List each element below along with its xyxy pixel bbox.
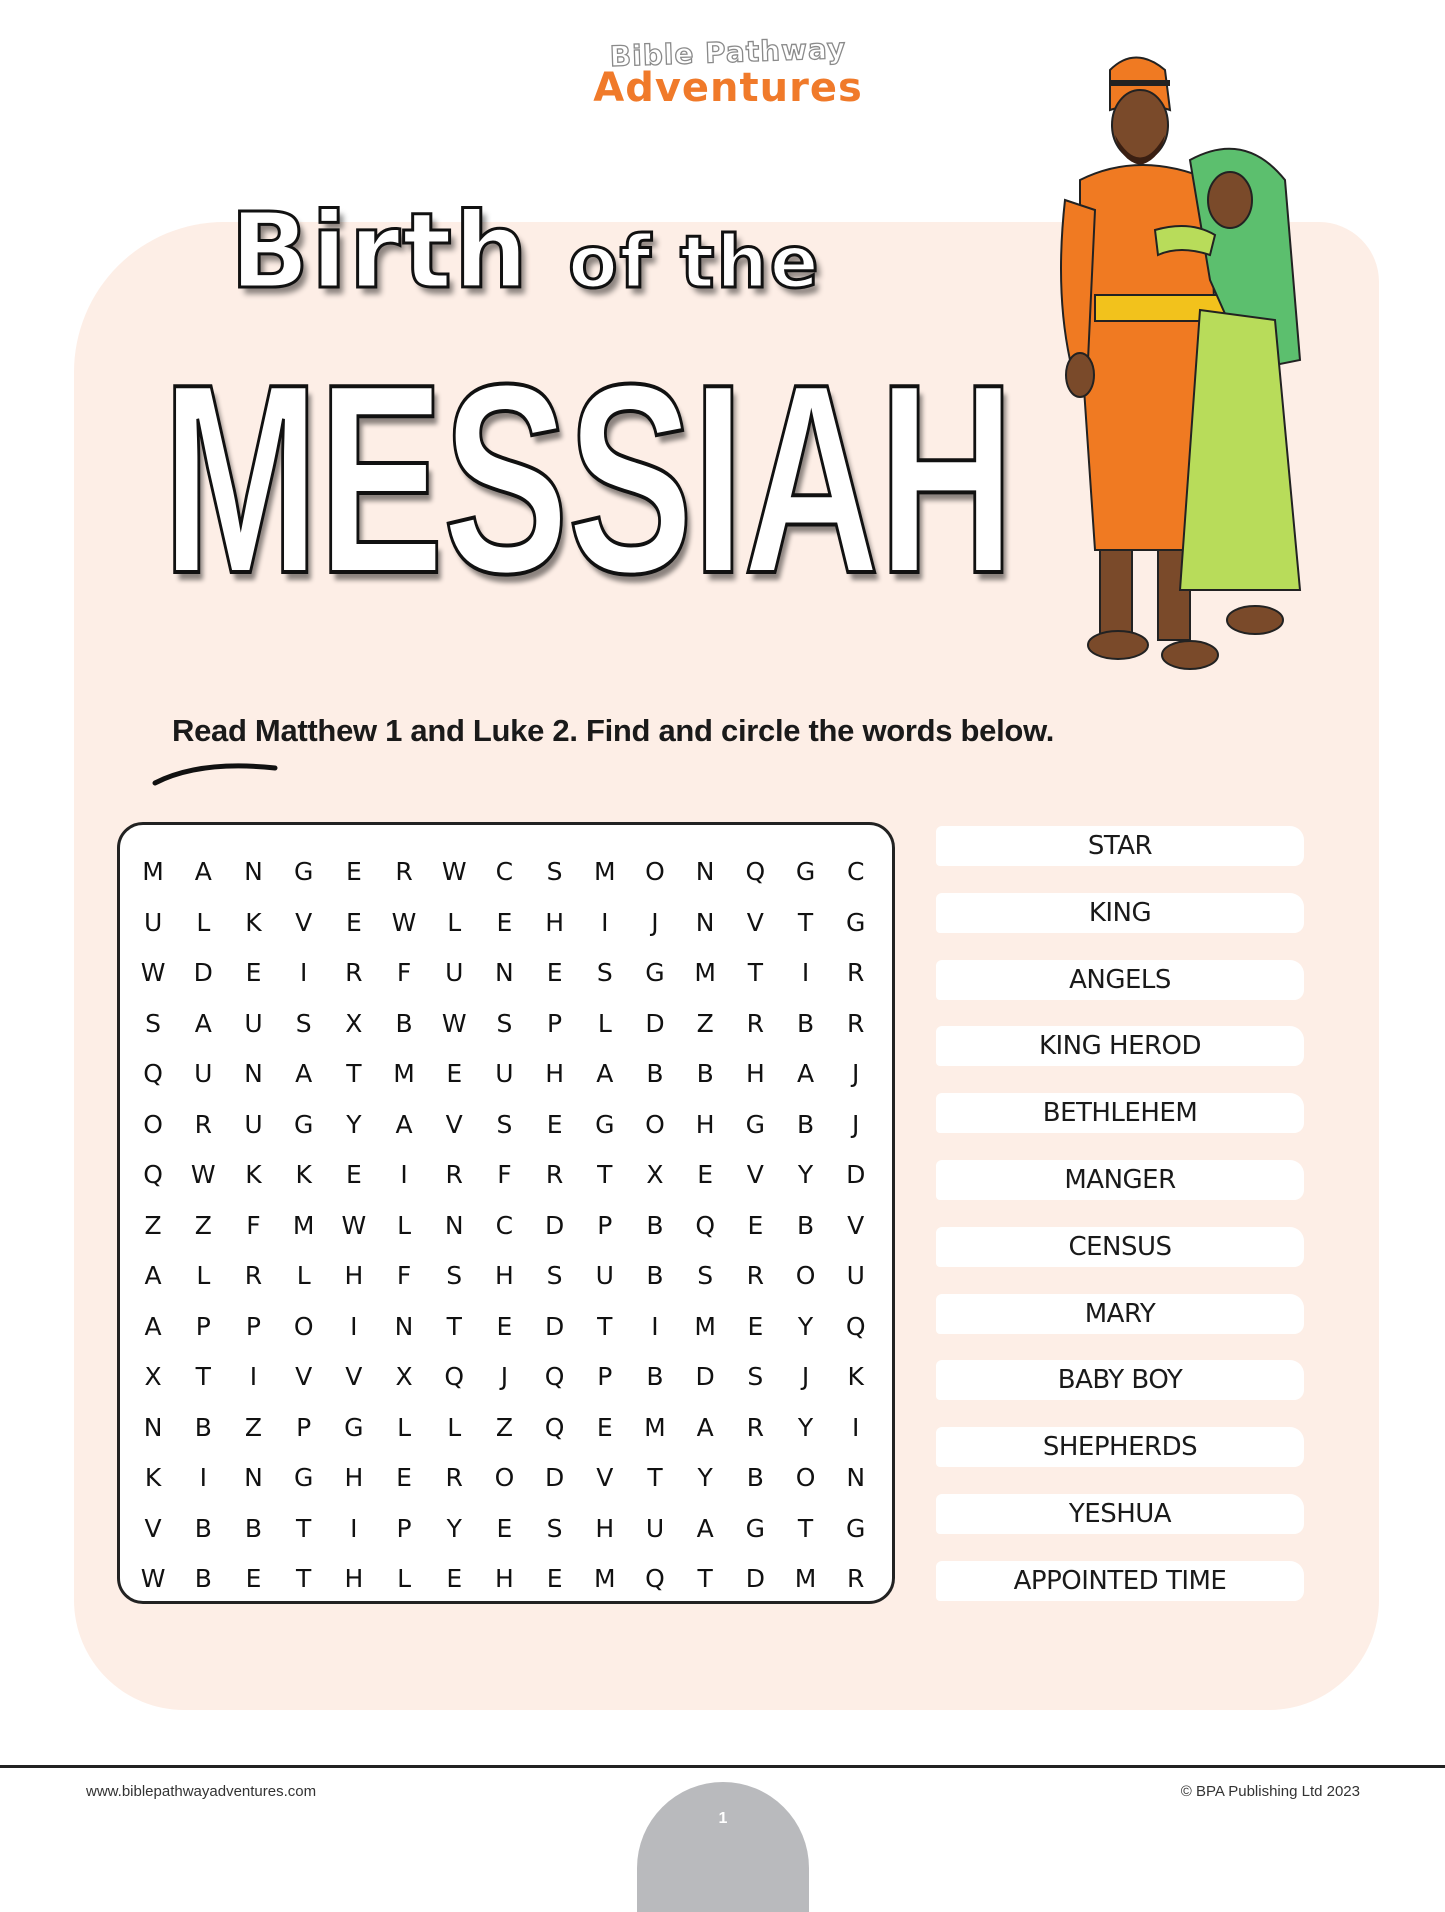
grid-letter[interactable]: S — [546, 1513, 563, 1543]
grid-letter[interactable]: Y — [346, 1109, 362, 1139]
grid-letter[interactable]: B — [194, 1412, 212, 1442]
grid-letter[interactable]: G — [293, 857, 314, 886]
grid-letter[interactable]: Q — [143, 1059, 163, 1088]
grid-letter[interactable]: H — [344, 1463, 364, 1492]
grid-letter[interactable]: E — [496, 1311, 513, 1341]
grid-letter[interactable]: L — [597, 1008, 612, 1038]
grid-letter[interactable]: K — [144, 1463, 162, 1492]
grid-letter[interactable]: E — [396, 1463, 412, 1492]
grid-letter[interactable]: G — [795, 857, 816, 886]
grid-letter[interactable]: H — [595, 1513, 615, 1543]
grid-letter[interactable]: P — [195, 1311, 211, 1341]
grid-letter[interactable]: W — [391, 907, 417, 937]
grid-letter[interactable]: R — [847, 1008, 865, 1038]
grid-letter[interactable]: G — [344, 1412, 364, 1442]
grid-letter[interactable]: R — [395, 857, 413, 886]
grid-letter[interactable]: P — [547, 1008, 563, 1038]
grid-letter[interactable]: M — [593, 1564, 616, 1593]
grid-letter[interactable]: H — [745, 1059, 765, 1088]
grid-letter[interactable]: H — [695, 1109, 715, 1139]
word-list-item: STAR — [936, 826, 1304, 866]
grid-letter[interactable]: L — [397, 1564, 411, 1593]
grid-letter[interactable]: T — [296, 1513, 312, 1543]
grid-letter[interactable]: T — [797, 1513, 814, 1543]
grid-letter[interactable]: D — [846, 1160, 866, 1189]
grid-letter[interactable]: J — [801, 1362, 810, 1391]
grid-letter[interactable]: Q — [695, 1210, 715, 1240]
grid-letter[interactable]: H — [344, 1261, 364, 1290]
grid-letter[interactable]: U — [143, 907, 163, 937]
grid-letter[interactable]: D — [695, 1362, 715, 1391]
grid-letter[interactable]: R — [194, 1109, 212, 1139]
word-list-item: KING — [936, 893, 1304, 933]
grid-letter[interactable]: B — [395, 1008, 413, 1038]
grid-letter[interactable]: D — [544, 1311, 565, 1341]
instruction-text: Read Matthew 1 and Luke 2. Find and circle the words below. — [172, 713, 1055, 748]
grid-letter[interactable]: M — [142, 857, 164, 886]
grid-letter[interactable]: B — [796, 1109, 815, 1139]
grid-letter[interactable]: A — [395, 1109, 413, 1139]
word-list-item: BETHLEHEM — [936, 1093, 1304, 1133]
grid-letter[interactable]: Z — [696, 1008, 714, 1038]
grid-letter[interactable]: I — [601, 907, 609, 937]
grid-letter[interactable]: Y — [797, 1311, 814, 1341]
grid-letter[interactable]: N — [695, 907, 715, 937]
grid-letter[interactable]: K — [245, 907, 262, 937]
grid-letter[interactable]: U — [244, 1109, 263, 1139]
grid-letter[interactable]: C — [495, 1210, 514, 1240]
grid-letter[interactable]: Q — [544, 1412, 565, 1442]
grid-letter[interactable]: G — [846, 1513, 866, 1543]
grid-letter[interactable]: N — [244, 1059, 263, 1088]
grid-letter[interactable]: O — [795, 1261, 816, 1290]
grid-letter[interactable]: P — [245, 1311, 261, 1341]
grid-letter[interactable]: X — [646, 1160, 664, 1189]
grid-letter[interactable]: B — [696, 1059, 714, 1088]
grid-letter[interactable]: I — [199, 1463, 207, 1492]
grid-letter[interactable]: S — [496, 1008, 513, 1038]
grid-letter[interactable]: B — [796, 1210, 815, 1240]
grid-letter[interactable]: J — [500, 1362, 509, 1391]
grid-letter[interactable]: S — [145, 1008, 162, 1038]
grid-letter[interactable]: Y — [797, 1160, 814, 1189]
grid-letter[interactable]: L — [296, 1261, 311, 1290]
grid-letter[interactable]: E — [345, 1160, 362, 1189]
grid-letter[interactable]: E — [345, 907, 362, 937]
grid-letter[interactable]: T — [597, 1311, 613, 1341]
grid-letter[interactable]: V — [295, 907, 313, 937]
grid-letter[interactable]: L — [397, 1412, 411, 1442]
grid-letter[interactable]: M — [393, 1059, 415, 1088]
grid-letter[interactable]: O — [645, 857, 665, 886]
grid-letter[interactable]: M — [694, 958, 716, 987]
grid-letter[interactable]: Z — [194, 1210, 212, 1240]
page-number-tab — [637, 1782, 809, 1912]
grid-letter[interactable]: I — [249, 1362, 258, 1391]
grid-letter[interactable]: I — [801, 958, 810, 987]
grid-letter[interactable]: E — [546, 1564, 563, 1593]
grid-letter[interactable]: C — [495, 857, 514, 886]
grid-letter[interactable]: A — [796, 1059, 815, 1088]
grid-letter[interactable]: T — [797, 907, 814, 937]
grid-letter[interactable]: R — [746, 1412, 765, 1442]
grid-letter[interactable]: U — [194, 1059, 213, 1088]
title-top — [230, 190, 821, 312]
word-list-item: SHEPHERDS — [936, 1427, 1304, 1467]
grid-letter[interactable]: O — [645, 1109, 665, 1139]
grid-letter[interactable]: M — [292, 1210, 315, 1240]
grid-letter[interactable]: A — [144, 1311, 162, 1341]
grid-letter[interactable]: Z — [495, 1412, 513, 1442]
grid-letter[interactable]: S — [596, 958, 613, 987]
grid-letter[interactable]: E — [245, 1564, 262, 1593]
grid-letter[interactable]: P — [597, 1362, 613, 1391]
grid-letter[interactable]: E — [345, 857, 362, 886]
grid-letter[interactable]: N — [495, 958, 514, 987]
word-list-item: APPOINTED TIME — [936, 1561, 1304, 1601]
grid-letter[interactable]: E — [446, 1059, 463, 1088]
grid-letter[interactable]: G — [846, 907, 866, 937]
grid-letter[interactable]: E — [697, 1160, 714, 1189]
grid-letter[interactable]: W — [441, 857, 467, 886]
grid-letter[interactable]: B — [746, 1463, 764, 1492]
grid-letter[interactable]: R — [445, 1463, 463, 1492]
grid-letter[interactable]: V — [847, 1210, 865, 1240]
grid-letter[interactable]: G — [293, 1463, 314, 1492]
grid-letter[interactable]: V — [445, 1109, 463, 1139]
grid-letter[interactable]: B — [646, 1362, 664, 1391]
word-list-item: YESHUA — [936, 1494, 1304, 1534]
grid-letter[interactable]: S — [546, 1261, 563, 1290]
grid-letter[interactable]: I — [350, 1513, 358, 1543]
grid-letter[interactable]: U — [645, 1513, 665, 1543]
grid-letter[interactable]: V — [295, 1362, 313, 1391]
grid-letter[interactable]: A — [194, 1008, 212, 1038]
grid-letter[interactable]: A — [295, 1059, 313, 1088]
grid-cells — [128, 847, 881, 1605]
grid-letter[interactable]: B — [194, 1564, 212, 1593]
grid-letter[interactable]: L — [447, 907, 462, 937]
grid-letter[interactable]: M — [694, 1311, 716, 1341]
joseph-mary-illustration — [1040, 30, 1320, 690]
grid-letter[interactable]: R — [345, 958, 363, 987]
grid-letter[interactable]: F — [396, 958, 412, 987]
grid-letter[interactable]: H — [344, 1564, 364, 1593]
grid-letter[interactable]: C — [846, 857, 865, 886]
grid-letter[interactable]: G — [745, 1513, 766, 1543]
grid-letter[interactable]: N — [846, 1463, 866, 1492]
word-list-item: KING HEROD — [936, 1026, 1304, 1066]
grid-letter[interactable]: F — [396, 1261, 412, 1290]
grid-letter[interactable]: U — [244, 1008, 263, 1038]
grid-letter[interactable]: R — [244, 1261, 263, 1290]
grid-letter[interactable]: X — [395, 1362, 413, 1391]
grid-letter[interactable]: R — [545, 1160, 564, 1189]
grid-letter[interactable]: Q — [544, 1362, 565, 1391]
logo — [578, 31, 878, 111]
grid-letter[interactable]: D — [544, 1463, 565, 1492]
grid-letter[interactable]: B — [796, 1008, 815, 1038]
grid-letter[interactable]: L — [447, 1412, 462, 1442]
grid-letter[interactable]: S — [446, 1261, 463, 1290]
grid-letter[interactable]: D — [745, 1564, 765, 1593]
grid-letter[interactable]: A — [696, 1412, 714, 1442]
grid-letter[interactable]: I — [651, 1311, 659, 1341]
grid-letter[interactable]: H — [545, 1059, 564, 1088]
grid-letter[interactable]: S — [496, 1109, 513, 1139]
grid-letter[interactable]: V — [746, 907, 764, 937]
grid-letter[interactable]: B — [646, 1210, 664, 1240]
grid-letter[interactable]: S — [295, 1008, 312, 1038]
grid-letter[interactable]: T — [697, 1564, 713, 1593]
grid-letter[interactable]: T — [296, 1564, 312, 1593]
logo-line1: Bible Pathway — [609, 31, 847, 74]
grid-letter[interactable]: J — [852, 1059, 860, 1088]
grid-letter[interactable]: M — [794, 1564, 817, 1593]
grid-letter[interactable]: Q — [845, 1311, 866, 1341]
grid-letter[interactable]: N — [695, 857, 715, 886]
word-list-item: MARY — [936, 1294, 1304, 1334]
grid-letter[interactable]: G — [293, 1109, 314, 1139]
word-list-item: MANGER — [936, 1160, 1304, 1200]
grid-letter[interactable]: S — [747, 1362, 764, 1391]
grid-letter[interactable]: B — [244, 1513, 263, 1543]
grid-letter[interactable]: P — [296, 1412, 312, 1442]
grid-letter[interactable]: X — [144, 1362, 162, 1391]
grid-letter[interactable]: V — [345, 1362, 363, 1391]
grid-letter[interactable]: O — [494, 1463, 515, 1492]
grid-letter[interactable]: J — [651, 907, 659, 937]
grid-letter[interactable]: E — [546, 1109, 563, 1139]
grid-letter[interactable]: L — [196, 907, 211, 937]
grid-letter[interactable]: A — [144, 1261, 162, 1290]
underline-swoosh — [150, 758, 280, 788]
grid-letter[interactable]: G — [745, 1109, 766, 1139]
grid-letter[interactable]: X — [345, 1008, 363, 1038]
word-search-grid — [117, 822, 895, 1604]
grid-letter[interactable]: M — [593, 857, 616, 886]
grid-letter[interactable]: Z — [144, 1210, 162, 1240]
grid-letter[interactable]: T — [346, 1059, 362, 1088]
grid-letter[interactable]: D — [645, 1008, 665, 1038]
grid-letter[interactable]: N — [244, 857, 263, 886]
grid-letter[interactable]: U — [495, 1059, 514, 1088]
grid-letter[interactable]: T — [747, 958, 763, 987]
grid-letter[interactable]: Q — [645, 1564, 665, 1593]
grid-letter[interactable]: E — [446, 1564, 463, 1593]
grid-letter[interactable]: R — [746, 1008, 765, 1038]
grid-letter[interactable]: Q — [444, 1362, 465, 1391]
grid-letter[interactable]: Y — [797, 1412, 814, 1442]
grid-letter[interactable]: W — [140, 1564, 166, 1593]
grid-letter[interactable]: Q — [143, 1160, 163, 1189]
grid-letter[interactable]: U — [846, 1261, 865, 1290]
grid-letter[interactable]: N — [143, 1412, 163, 1442]
grid-letter[interactable]: H — [545, 907, 564, 937]
grid-letter[interactable]: R — [445, 1160, 463, 1189]
grid-letter[interactable]: W — [140, 958, 166, 987]
grid-letter[interactable]: Q — [745, 857, 766, 886]
word-list-item: BABY BOY — [936, 1360, 1304, 1400]
grid-letter[interactable]: R — [847, 1564, 865, 1593]
word-list-item: CENSUS — [936, 1227, 1304, 1267]
grid-letter[interactable]: R — [746, 1261, 765, 1290]
grid-letter[interactable]: T — [446, 1311, 462, 1341]
grid-letter[interactable]: A — [596, 1059, 614, 1088]
grid-letter[interactable]: F — [246, 1210, 261, 1240]
grid-letter[interactable]: N — [444, 1210, 464, 1240]
grid-letter[interactable]: P — [597, 1210, 613, 1240]
title-part2: of the — [568, 220, 821, 304]
grid-letter[interactable]: I — [299, 958, 308, 987]
grid-letter[interactable]: P — [396, 1513, 412, 1543]
grid-letter[interactable]: I — [852, 1412, 860, 1442]
grid-letter[interactable]: K — [295, 1160, 312, 1189]
grid-letter[interactable]: K — [847, 1362, 864, 1391]
grid-letter[interactable]: V — [144, 1513, 162, 1543]
title-part1: Birth — [230, 190, 530, 312]
grid-letter[interactable]: L — [196, 1261, 211, 1290]
word-list — [936, 826, 1304, 1628]
grid-letter[interactable]: S — [546, 857, 563, 886]
grid-letter[interactable]: H — [495, 1261, 514, 1290]
grid-letter[interactable]: B — [646, 1059, 664, 1088]
grid-letter[interactable]: K — [245, 1160, 262, 1189]
grid-letter[interactable]: Y — [446, 1513, 462, 1543]
grid-letter[interactable]: D — [544, 1210, 565, 1240]
grid-letter[interactable]: A — [194, 857, 212, 886]
grid-letter[interactable]: S — [697, 1261, 714, 1290]
grid-letter[interactable]: T — [647, 1463, 663, 1492]
footer-website: www.biblepathwayadventures.com — [86, 1783, 317, 1800]
grid-letter[interactable]: D — [193, 958, 213, 987]
grid-letter[interactable]: U — [595, 1261, 614, 1290]
grid-letter[interactable]: E — [596, 1412, 613, 1442]
grid-letter[interactable]: W — [441, 1008, 467, 1038]
grid-letter[interactable]: I — [350, 1311, 358, 1341]
grid-letter[interactable]: T — [597, 1160, 613, 1189]
grid-letter[interactable]: M — [644, 1412, 666, 1442]
grid-letter[interactable]: V — [746, 1160, 764, 1189]
grid-letter[interactable]: J — [852, 1109, 860, 1139]
word-list-item: ANGELS — [936, 960, 1304, 1000]
grid-letter[interactable]: E — [747, 1311, 764, 1341]
footer-divider — [0, 1765, 1445, 1768]
grid-letter[interactable]: T — [195, 1362, 211, 1391]
grid-letter[interactable]: B — [194, 1513, 212, 1543]
grid-letter[interactable]: G — [595, 1109, 615, 1139]
grid-letter[interactable]: N — [394, 1311, 414, 1341]
grid-letter[interactable]: E — [496, 907, 513, 937]
logo-line2: Adventures — [593, 65, 863, 111]
footer-copyright: © BPA Publishing Ltd 2023 — [1180, 1783, 1360, 1800]
grid-letter[interactable]: R — [847, 958, 865, 987]
grid-letter[interactable]: I — [400, 1160, 408, 1189]
grid-letter[interactable]: H — [495, 1564, 514, 1593]
grid-letter[interactable]: B — [646, 1261, 664, 1290]
grid-letter[interactable]: E — [496, 1513, 513, 1543]
grid-letter[interactable]: O — [293, 1311, 314, 1341]
grid-letter[interactable]: O — [143, 1109, 163, 1139]
grid-letter[interactable]: E — [546, 958, 563, 987]
grid-letter[interactable]: A — [696, 1513, 714, 1543]
grid-letter[interactable]: F — [497, 1160, 512, 1189]
grid-letter[interactable]: V — [596, 1463, 614, 1492]
grid-letter[interactable]: E — [245, 958, 262, 987]
grid-letter[interactable]: W — [341, 1210, 367, 1240]
grid-letter[interactable]: Y — [697, 1463, 713, 1492]
grid-letter[interactable]: N — [244, 1463, 263, 1492]
grid-letter[interactable]: E — [747, 1210, 764, 1240]
grid-letter[interactable]: O — [795, 1463, 816, 1492]
grid-letter[interactable]: L — [397, 1210, 411, 1240]
page-number: 1 — [718, 1810, 728, 1827]
grid-letter[interactable]: G — [645, 958, 665, 987]
grid-letter[interactable]: W — [190, 1160, 216, 1189]
page-title: MESSIAH — [162, 329, 1014, 630]
grid-letter[interactable]: U — [445, 958, 464, 987]
grid-letter[interactable]: Z — [244, 1412, 263, 1442]
